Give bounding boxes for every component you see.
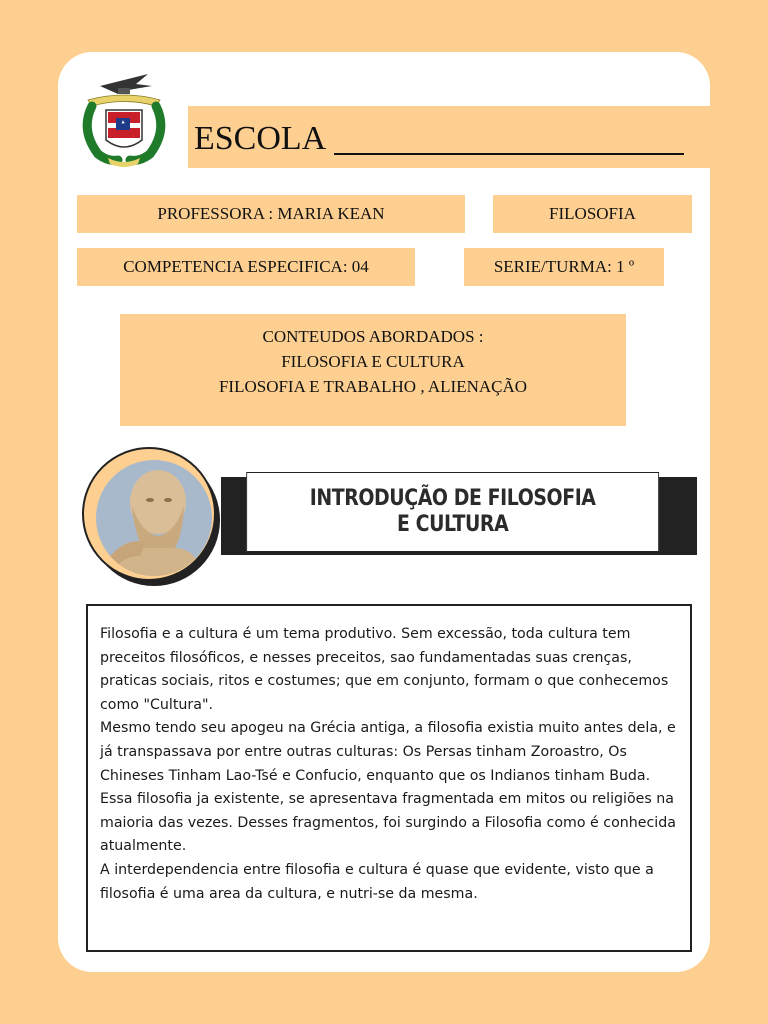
body-paragraph: Filosofia e a cultura é um tema produtivo. Sem excessão, toda cultura tem preceitos filosóficos, e nesses preceitos, sao fundamentadas suas crenças, praticas sociais, ritos e costumes; que em conjunto, formam o que conhecemos como "Cultura". [100, 626, 669, 713]
contents-item: FILOSOFIA E TRABALHO , ALIENAÇÃO [218, 377, 528, 396]
subject-label: FILOSOFIA [549, 204, 636, 223]
section-title-line: E CULTURA [396, 512, 509, 537]
subject-box [493, 195, 692, 233]
school-name-field [188, 106, 710, 168]
contents-heading: CONTEUDOS ABORDADOS : [262, 327, 484, 346]
coat-of-arms-icon [78, 70, 170, 170]
body-text-box [86, 604, 692, 952]
teacher-box [77, 195, 465, 233]
competence-box [77, 248, 415, 286]
section-title-line: INTRODUÇÃO DE FILOSOFIA [309, 486, 596, 511]
section-title-box [246, 472, 659, 552]
contents-item: FILOSOFIA E CULTURA [281, 352, 465, 371]
competence-label: COMPETENCIA ESPECIFICA: 04 [123, 257, 369, 276]
body-paragraph: A interdependencia entre filosofia e cultura é quase que evidente, visto que a filosofia é uma area da cultura, e nutri-se da mesma. [100, 861, 654, 902]
body-paragraph: Mesmo tendo seu apogeu na Grécia antiga, a filosofia existia muito antes dela, e já transpassava por entre outras culturas: Os Persas tinham Zoroastro, Os Chineses Tinham Lao-Tsé e Confucio, enquanto que os Indianos tinham Buda. Essa filosofia ja existente, se apresentava fragmentada em mitos ou religiões na maioria das vezes. Desses fragmentos, foi surgindo a Filosofia como é conhecida atualmente. [100, 720, 676, 855]
teacher-label: PROFESSORA : MARIA KEAN [157, 204, 385, 223]
school-label: ESCOLA [194, 120, 327, 157]
grade-class-label: SERIE/TURMA: 1 º [493, 257, 635, 276]
grade-class-box [464, 248, 664, 286]
philosopher-bust-image [74, 444, 226, 588]
school-name-blank-line [334, 127, 684, 155]
contents-box [120, 314, 626, 426]
